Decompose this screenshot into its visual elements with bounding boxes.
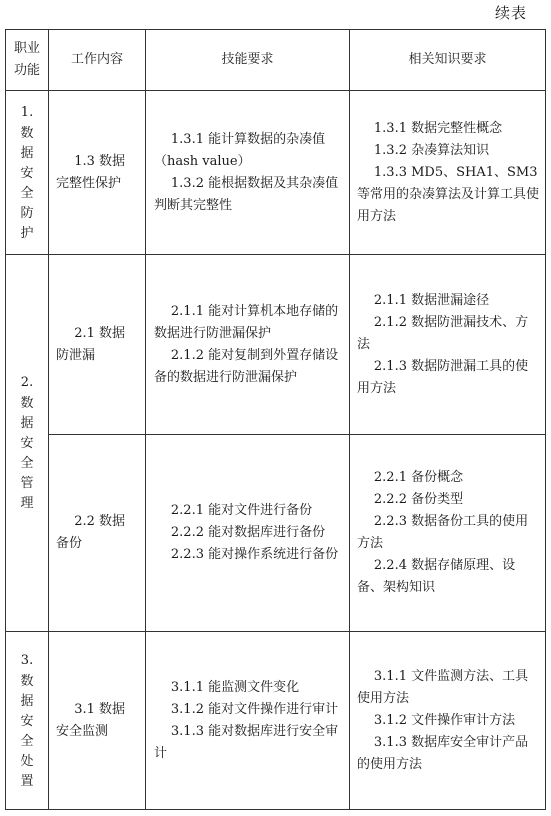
knowledge-cell (350, 91, 546, 255)
knowledge-item: 1.3.3 MD5、SHA1、SM3等常用的杂凑算法及计算工具使用方法 (357, 164, 540, 224)
header-skills: 技能要求 (146, 30, 350, 91)
skill-item: 2.1.2 能对复制到外置存储设备的数据进行防泄漏保护 (154, 347, 339, 385)
knowledge-item: 2.2.1 备份概念 (373, 470, 464, 485)
knowledge-cell (350, 632, 546, 810)
function-cell (6, 91, 49, 255)
knowledge-cell (350, 255, 546, 435)
table-row (6, 91, 546, 255)
knowledge-item: 2.1.3 数据防泄漏工具的使用方法 (357, 358, 529, 396)
knowledge-item: 3.1.1 文件监测方法、工具使用方法 (357, 668, 529, 706)
continued-label: 续表 (494, 4, 527, 22)
function-number: 1. (20, 104, 34, 120)
content-line: 2.1 数据 (74, 325, 125, 341)
content-line: 完整性保护 (56, 175, 122, 191)
table-row (6, 435, 546, 632)
skills-cell (146, 255, 350, 435)
header-content: 工作内容 (49, 30, 146, 91)
content-line: 1.3 数据 (74, 153, 125, 169)
skills-cell (146, 91, 350, 255)
skill-item: 1.3.1 能计算数据的杂凑值（hash value） (154, 131, 326, 169)
header-knowledge: 相关知识要求 (350, 30, 546, 91)
knowledge-item: 2.1.1 数据泄漏途径 (373, 292, 490, 308)
table-row (6, 632, 546, 810)
skill-item: 3.1.1 能监测文件变化 (170, 679, 300, 695)
skills-table (5, 29, 546, 810)
content-line: 2.2 数据 (74, 514, 125, 529)
function-name: 数据安全处置 (20, 673, 34, 789)
function-name: 数据安全防护 (20, 125, 34, 241)
function-cell (6, 632, 49, 810)
content-line: 防泄漏 (56, 347, 96, 363)
knowledge-item: 2.1.2 数据防泄漏技术、方法 (357, 314, 529, 352)
header-function: 职业功能 (6, 30, 49, 91)
skills-cell (146, 435, 350, 632)
skill-item: 2.2.1 能对文件进行备份 (170, 503, 313, 518)
content-line: 3.1 数据 (74, 701, 125, 717)
function-number: 2. (20, 375, 34, 390)
knowledge-item: 3.1.3 数据库安全审计产品的使用方法 (357, 734, 529, 772)
knowledge-item: 1.3.2 杂凑算法知识 (373, 142, 490, 158)
skill-item: 1.3.2 能根据数据及其杂凑值判断其完整性 (154, 175, 339, 213)
knowledge-cell (350, 435, 546, 632)
knowledge-item: 2.2.3 数据备份工具的使用方法 (357, 514, 529, 551)
knowledge-item: 3.1.2 文件操作审计方法 (373, 712, 516, 728)
table-row (6, 255, 546, 435)
function-name: 数据安全管理 (20, 396, 34, 511)
skills-cell (146, 632, 350, 810)
skill-item: 2.2.3 能对操作系统进行备份 (170, 547, 339, 562)
knowledge-item: 2.2.4 数据存储原理、设备、架构知识 (357, 558, 516, 595)
content-line: 备份 (56, 536, 83, 551)
skill-item: 3.1.2 能对文件操作进行审计 (170, 701, 339, 717)
table-header-row (6, 30, 546, 91)
function-cell (6, 255, 49, 632)
skill-item: 3.1.3 能对数据库进行安全审计 (154, 723, 339, 761)
content-line: 安全监测 (56, 723, 109, 739)
function-number: 3. (20, 652, 34, 668)
knowledge-item: 1.3.1 数据完整性概念 (373, 120, 503, 136)
knowledge-item: 2.2.2 备份类型 (373, 492, 464, 507)
skill-item: 2.1.1 能对计算机本地存储的数据进行防泄漏保护 (154, 303, 339, 341)
content-cell (49, 255, 146, 435)
content-cell (49, 632, 146, 810)
skill-item: 2.2.2 能对数据库进行备份 (170, 525, 326, 540)
content-cell (49, 91, 146, 255)
content-cell (49, 435, 146, 632)
